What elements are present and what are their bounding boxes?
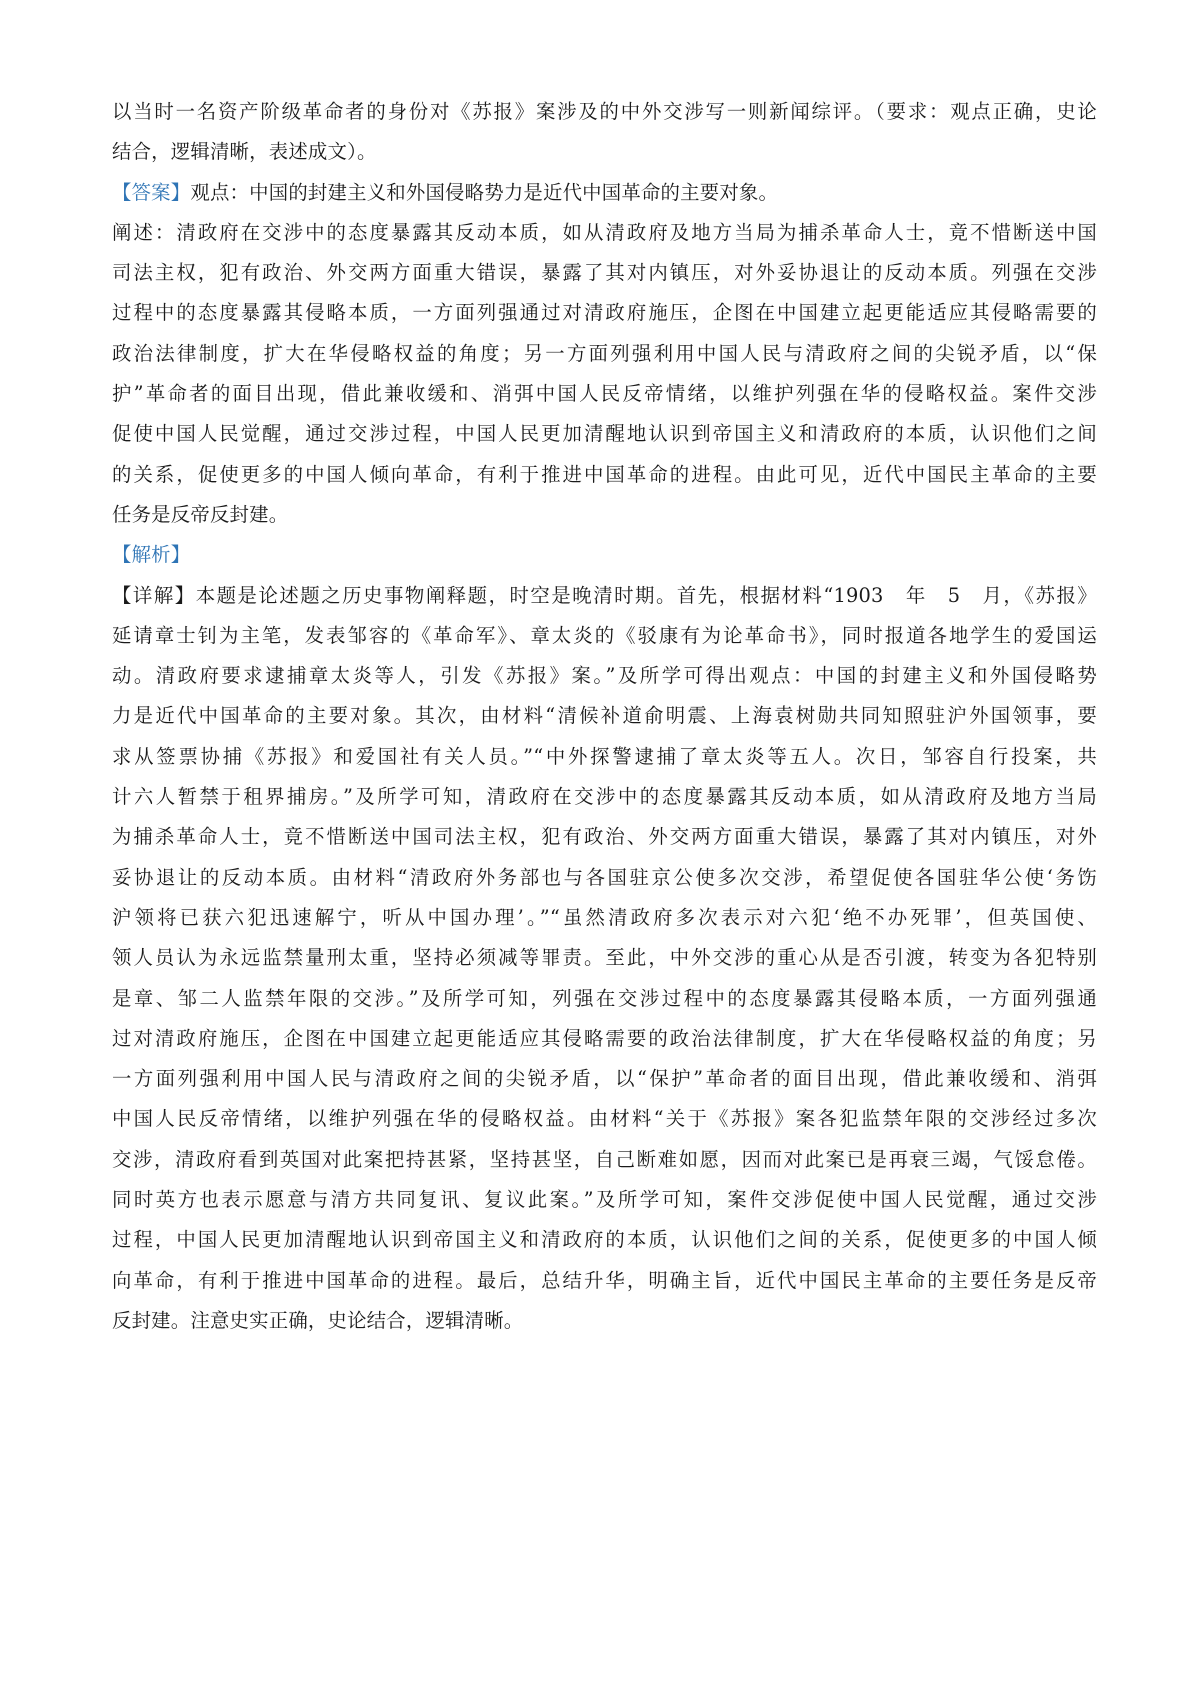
detail-line: 为捕杀革命人士，竟不惜断送中国司法主权，犯有政治、外交两方面重大错误，暴露了其对内镇压，对外: [112, 825, 1097, 849]
detail-line: 交涉，清政府看到英国对此案把持甚紧，坚持甚坚，自己断难如愿，因而对此案已是再衰三竭，气馁怠倦。: [112, 1147, 1097, 1171]
answer-line: 促使中国人民觉醒，通过交涉过程，中国人民更加清醒地认识到帝国主义和清政府的本质，认识他们之间: [112, 422, 1097, 446]
question-line: 结合，逻辑清晰，表述成文）。: [112, 140, 377, 164]
answer-block: [112, 173, 1097, 536]
document-page: [112, 92, 1097, 1341]
detail-line: 力是近代中国革命的主要对象。其次，由材料“清候补道俞明震、上海袁树勋共同知照驻沪外国领事，要: [112, 704, 1097, 728]
analysis-tag: 【解析】: [112, 543, 191, 567]
detail-heading-line: [112, 576, 1097, 616]
answer-line: 阐述：清政府在交涉中的态度暴露其反动本质，如从清政府及地方当局为捕杀革命人士，竟不惜断送中国: [112, 220, 1097, 244]
detail-line: 求从签票协捕《苏报》和爱国社有关人员。”“中外探警逮捕了章太炎等五人。次日，邹容自行投案，共: [112, 744, 1097, 768]
answer-line: 司法主权，犯有政治、外交两方面重大错误，暴露了其对内镇压，对外妥协退让的反动本质。列强在交涉: [112, 261, 1097, 285]
answer-tag: 【答案】: [112, 180, 191, 204]
detail-line: 反封建。注意史实正确，史论结合，逻辑清晰。: [112, 1308, 524, 1332]
question-block: [112, 92, 1097, 173]
detail-line: 中国人民反帝情绪，以维护列强在华的侵略权益。由材料“关于《苏报》案各犯监禁年限的交涉经过多次: [112, 1107, 1097, 1131]
answer-heading-line: [112, 173, 1097, 213]
detail-line: 是章、邹二人监禁年限的交涉。”及所学可知，列强在交涉过程中的态度暴露其侵略本质，一方面列强通: [112, 986, 1097, 1010]
answer-line: 任务是反帝反封建。: [112, 502, 289, 526]
analysis-heading-line: [112, 535, 1097, 575]
answer-line: 的关系，促使更多的中国人倾向革命，有利于推进中国革命的进程。由此可见，近代中国民主革命的主要: [112, 462, 1097, 486]
detail-line: 过程，中国人民更加清醒地认识到帝国主义和清政府的本质，认识他们之间的关系，促使更多的中国人倾: [112, 1228, 1097, 1252]
detail-line: 妥协退让的反动本质。由材料“清政府外务部也与各国驻京公使多次交涉，希望促使各国驻华公使‘务饬: [112, 865, 1097, 889]
answer-line: 政治法律制度，扩大在华侵略权益的角度；另一方面列强利用中国人民与清政府之间的尖锐矛盾，以“保: [112, 341, 1097, 365]
detail-line: 领人员认为永远监禁量刑太重，坚持必须减等罪责。至此，中外交涉的重心从是否引渡，转变为各犯特别: [112, 946, 1097, 970]
detail-first-text: 本题是论述题之历史事物阐释题，时空是晚清时期。首先，根据材料“1903 年 5 月，《苏报》: [195, 583, 1097, 607]
detail-line: 延请章士钊为主笔，发表邹容的《革命军》、章太炎的《驳康有为论革命书》，同时报道各地学生的爱国运: [112, 623, 1097, 647]
detail-line: 向革命，有利于推进中国革命的进程。最后，总结升华，明确主旨，近代中国民主革命的主要任务是反帝: [112, 1268, 1097, 1292]
answer-viewpoint: 观点：中国的封建主义和外国侵略势力是近代中国革命的主要对象。: [190, 180, 779, 204]
detail-line: 动。清政府要求逮捕章太炎等人，引发《苏报》案。”及所学可得出观点：中国的封建主义和外国侵略势: [112, 664, 1097, 688]
detail-line: 一方面列强利用中国人民与清政府之间的尖锐矛盾，以“保护”革命者的面目出现，借此兼收缓和、消弭: [112, 1067, 1097, 1091]
detail-line: 过对清政府施压，企图在中国建立起更能适应其侵略需要的政治法律制度，扩大在华侵略权益的角度；另: [112, 1026, 1097, 1050]
detail-line: 同时英方也表示愿意与清方共同复讯、复议此案。”及所学可知，案件交涉促使中国人民觉醒，通过交涉: [112, 1188, 1097, 1212]
answer-line: 护”革命者的面目出现，借此兼收缓和、消弭中国人民反帝情绪，以维护列强在华的侵略权益。案件交涉: [112, 382, 1097, 406]
question-line: 以当时一名资产阶级革命者的身份对《苏报》案涉及的中外交涉写一则新闻综评。（要求：观点正确，史论: [112, 100, 1097, 123]
detail-line: 计六人暂禁于租界捕房。”及所学可知，清政府在交涉中的态度暴露其反动本质，如从清政府及地方当局: [112, 785, 1097, 809]
detail-block: [112, 576, 1097, 1342]
detail-tag: 【详解】: [112, 583, 196, 607]
detail-line: 沪领将已获六犯迅速解宁，听从中国办理’。”“虽然清政府多次表示对六犯‘绝不办死罪’，但英国使、: [112, 905, 1097, 929]
answer-line: 过程中的态度暴露其侵略本质，一方面列强通过对清政府施压，企图在中国建立起更能适应其侵略需要的: [112, 301, 1097, 325]
